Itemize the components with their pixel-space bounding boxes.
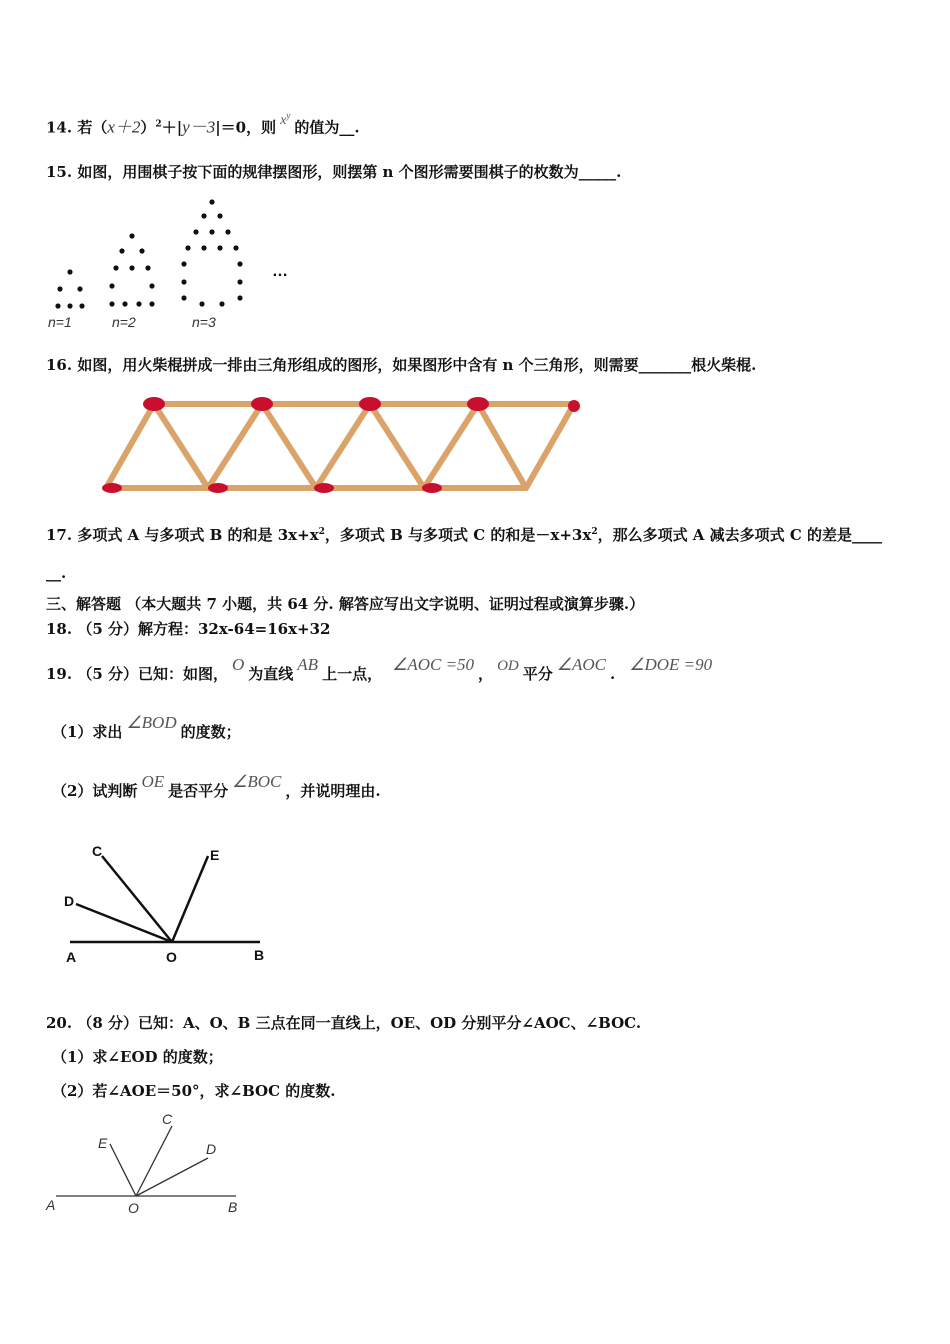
go-stone: [217, 213, 222, 218]
go-stone: [201, 245, 206, 250]
label-n1: n=1: [48, 314, 72, 330]
label-e: E: [210, 847, 220, 863]
q19-angle-figure: [60, 838, 280, 968]
matchsticks: [106, 404, 574, 488]
go-stone: [199, 301, 204, 306]
go-stone: [109, 283, 114, 288]
label-o: O: [128, 1200, 139, 1216]
go-stone: [149, 283, 154, 288]
go-stone: [225, 229, 230, 234]
question-17-tail: __.: [46, 564, 67, 582]
go-stone: [145, 265, 150, 270]
label-b: B: [228, 1199, 238, 1215]
go-stone: [219, 301, 224, 306]
go-stone: [119, 248, 124, 253]
ellipsis: …: [272, 263, 288, 280]
go-stone: [149, 301, 154, 306]
section-3-heading: 三、解答题 （本大题共 7 小题，共 64 分. 解答应写出文字说明、证明过程或演算步骤.）: [46, 595, 645, 613]
question-19-part-2: （2）试判断 OE 是否平分 ∠BOC ，并说明理由.: [52, 772, 381, 800]
question-20: 20. （8 分）已知：A、O、B 三点在同一直线上，OE、OD 分别平分∠AOC、∠BOC.: [46, 1014, 642, 1032]
question-20-part-1: （1）求∠EOD 的度数；: [52, 1048, 223, 1066]
go-stone: [201, 213, 206, 218]
go-stone: [55, 303, 60, 308]
label-a: A: [46, 1197, 56, 1213]
question-19: 19. （5 分）已知：如图， O 为直线 AB 上一点， ∠AOC =50 ， OD 平分 ∠AOC . ∠DOE =90: [46, 655, 713, 683]
question-16: 16. 如图，用火柴棍拼成一排由三角形组成的图形，如果图形中含有 n 个三角形，则需要_______根火柴棍.: [46, 356, 757, 374]
go-stone: [122, 301, 127, 306]
go-stone: [67, 303, 72, 308]
go-stone: [237, 295, 242, 300]
label-c: C: [162, 1111, 173, 1127]
label-o: O: [166, 949, 177, 965]
matchstick-figure: [96, 392, 586, 502]
label-n2: n=2: [112, 314, 136, 330]
q20-angle-figure: [40, 1106, 260, 1218]
go-stone: [217, 245, 222, 250]
label-d: D: [206, 1141, 217, 1157]
label-n3: n=3: [192, 314, 216, 330]
go-stone: [181, 279, 186, 284]
question-18: 18. （5 分）解方程：32x-64=16x+32: [46, 620, 331, 638]
go-stone: [77, 286, 82, 291]
go-stone: [136, 301, 141, 306]
go-stone: [209, 229, 214, 234]
go-stone: [193, 229, 198, 234]
go-stone: [67, 269, 72, 274]
go-stone: [237, 279, 242, 284]
label-d: D: [64, 893, 75, 909]
go-stone: [129, 233, 134, 238]
label-c: C: [92, 843, 103, 859]
label-e: E: [98, 1135, 108, 1151]
go-stone: [129, 265, 134, 270]
go-stone: [185, 245, 190, 250]
question-19-part-1: （1）求出 ∠BOD 的度数；: [52, 713, 241, 741]
go-stone: [237, 261, 242, 266]
go-stone: [209, 199, 214, 204]
question-14: 14. 若$(x+2)^2+|y-3|=0$，则 $x^y$的值为__.: [46, 110, 360, 137]
go-stone: [57, 286, 62, 291]
question-20-part-2: （2）若∠AOE＝50°，求∠BOC 的度数.: [52, 1082, 336, 1100]
go-stone: [181, 261, 186, 266]
go-stone: [233, 245, 238, 250]
label-b: B: [254, 947, 265, 963]
question-15: 15. 如图，用围棋子按下面的规律摆图形，则摆第 n 个图形需要围棋子的枚数为_____.: [46, 163, 622, 181]
go-stone: [113, 265, 118, 270]
question-17: 17. 多项式 A 与多项式 B 的和是 $3x+x^2$，多项式 B 与多项式 C 的和是$-x+3x^2$，那么多项式 A 减去多项式 C 的差是____: [46, 526, 883, 544]
go-stone: [181, 295, 186, 300]
go-stone: [79, 303, 84, 308]
go-stone: [109, 301, 114, 306]
label-a: A: [66, 949, 77, 965]
go-stones-figure: [46, 196, 306, 332]
go-stone: [139, 248, 144, 253]
